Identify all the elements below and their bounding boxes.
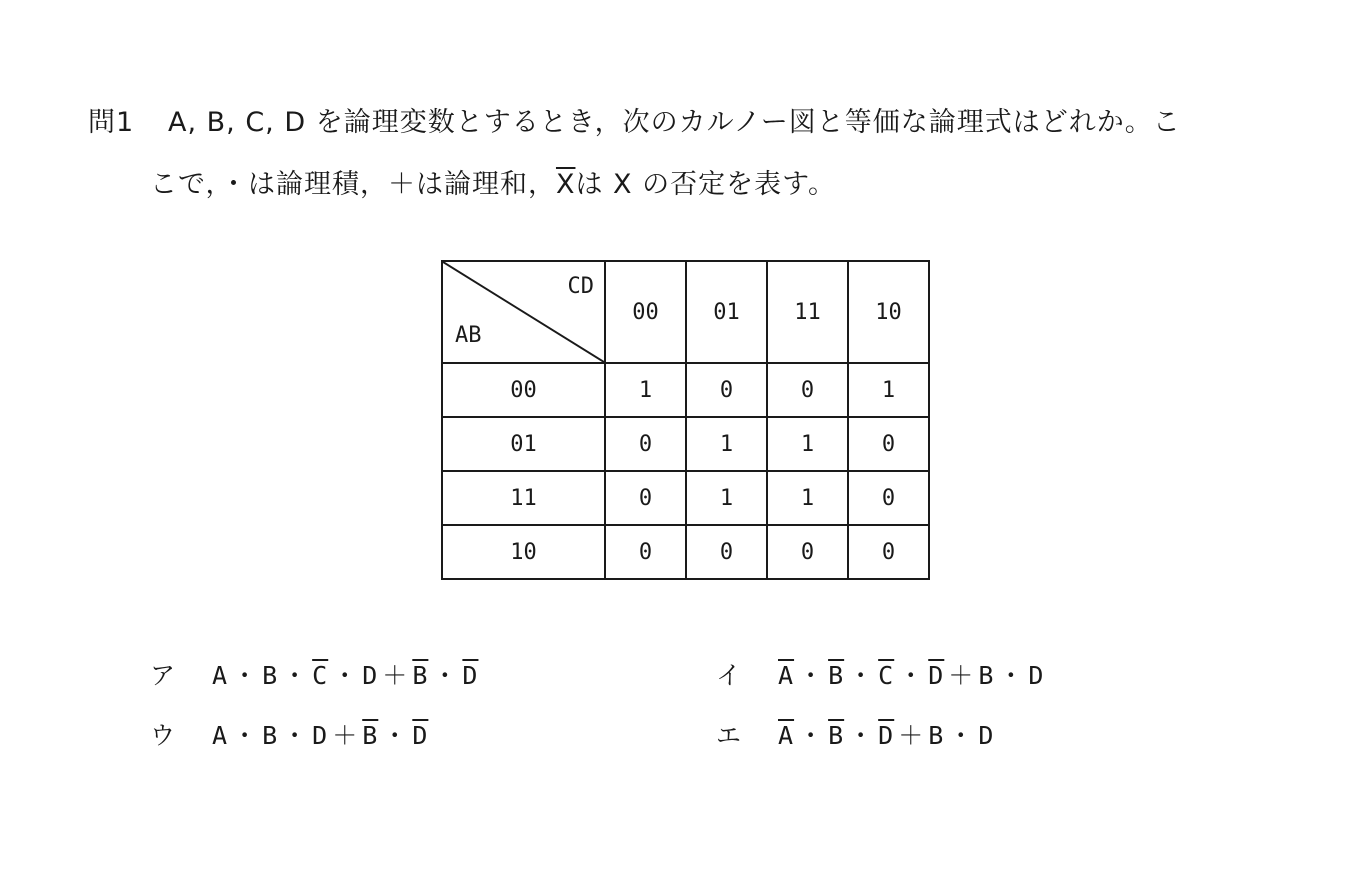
kmap-cell: 0	[686, 525, 767, 579]
negated-term: $\overline{D}$	[928, 661, 945, 690]
operator: ・	[282, 661, 309, 690]
negated-term: $\overline{B}$	[828, 661, 845, 690]
term: A	[212, 661, 229, 690]
option-mark: エ	[716, 721, 743, 750]
term: D	[312, 721, 329, 750]
term: B	[978, 661, 995, 690]
question-line-2	[150, 162, 836, 201]
operator: ・	[798, 661, 825, 690]
option-a[interactable]	[150, 656, 480, 692]
kmap-cell: 0	[848, 417, 929, 471]
operator: ・	[332, 661, 359, 690]
negated-term: $\overline{C}$	[312, 661, 329, 690]
row-header: 10	[442, 525, 605, 579]
negated-term: $\overline{B}$	[412, 661, 429, 690]
option-mark: イ	[716, 661, 743, 690]
negated-term: $\overline{A}$	[778, 721, 795, 750]
operator: ・	[898, 661, 925, 690]
kmap-cell: 0	[605, 525, 686, 579]
col-var-label: CD	[567, 274, 594, 299]
option-i[interactable]	[716, 656, 1046, 692]
kmap-cell: 0	[848, 525, 929, 579]
negated-term: $\overline{B}$	[362, 721, 379, 750]
negated-term: $\overline{D}$	[412, 721, 429, 750]
kmap-cell: 1	[767, 417, 848, 471]
operator: ・	[948, 721, 975, 750]
row-header: 00	[442, 363, 605, 417]
kmap-cell: 0	[848, 471, 929, 525]
question-number: 問1	[88, 107, 135, 138]
kmap-cell: 0	[686, 363, 767, 417]
term: D	[362, 661, 379, 690]
term: B	[928, 721, 945, 750]
operator: ・	[382, 721, 409, 750]
term: B	[262, 721, 279, 750]
kmap-corner	[442, 261, 605, 363]
row-var-label: AB	[455, 323, 482, 348]
option-u[interactable]	[150, 716, 430, 752]
karnaugh-map	[441, 260, 930, 580]
operator: ＋	[948, 661, 975, 690]
kmap-cell: 1	[686, 417, 767, 471]
col-header: 10	[848, 261, 929, 363]
operator: ・	[232, 721, 259, 750]
term: D	[1028, 661, 1045, 690]
kmap-cell: 1	[605, 363, 686, 417]
operator: ＋	[382, 661, 409, 690]
option-mark: ウ	[150, 721, 177, 750]
question-text-1: A, B, C, D を論理変数とするとき，次のカルノー図と等価な論理式はどれか。こ	[168, 107, 1181, 138]
term: D	[978, 721, 995, 750]
kmap-row	[442, 417, 929, 471]
kmap-cell: 1	[848, 363, 929, 417]
operator: ・	[432, 661, 459, 690]
negated-term: $\overline{A}$	[778, 661, 795, 690]
col-header: 01	[686, 261, 767, 363]
kmap-cell: 1	[767, 471, 848, 525]
term: A	[212, 721, 229, 750]
option-e[interactable]	[716, 716, 996, 752]
negated-term: $\overline{C}$	[878, 661, 895, 690]
option-expression	[776, 721, 996, 750]
kmap-cell: 0	[767, 525, 848, 579]
kmap-cell: 0	[605, 471, 686, 525]
kmap-cell: 0	[605, 417, 686, 471]
question-text-2b: は X の否定を表す。	[575, 169, 836, 200]
option-expression	[210, 721, 430, 750]
operator: ・	[998, 661, 1025, 690]
kmap-row	[442, 525, 929, 579]
operator: ・	[848, 721, 875, 750]
question-text-2a: こで，・は論理積，＋は論理和，	[150, 169, 556, 200]
operator: ・	[798, 721, 825, 750]
operator: ＋	[898, 721, 925, 750]
kmap-cell: 1	[686, 471, 767, 525]
negated-term: $\overline{B}$	[828, 721, 845, 750]
col-header: 00	[605, 261, 686, 363]
operator: ＋	[332, 721, 359, 750]
term: B	[262, 661, 279, 690]
row-header: 01	[442, 417, 605, 471]
kmap-cell: 0	[767, 363, 848, 417]
option-expression	[210, 661, 480, 690]
option-mark: ア	[150, 661, 177, 690]
negated-term: $\overline{D}$	[462, 661, 479, 690]
kmap-row	[442, 471, 929, 525]
negated-term: $\overline{D}$	[878, 721, 895, 750]
operator: ・	[232, 661, 259, 690]
question-line-1	[88, 100, 1181, 139]
operator: ・	[282, 721, 309, 750]
col-header: 11	[767, 261, 848, 363]
row-header: 11	[442, 471, 605, 525]
negated-x: $\overline{X}$	[555, 169, 576, 200]
option-expression	[776, 661, 1046, 690]
kmap-row	[442, 363, 929, 417]
operator: ・	[848, 661, 875, 690]
